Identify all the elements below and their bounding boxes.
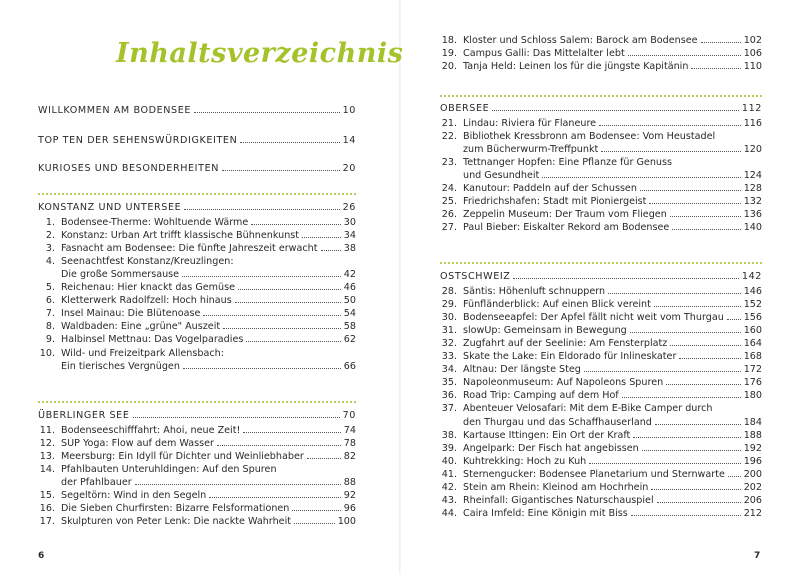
toc-entry: [432, 60, 762, 73]
entry-number: 44.: [441, 507, 457, 519]
entry-number: 22.: [441, 131, 457, 143]
entry-number: 16.: [39, 503, 55, 515]
page-number-left: 6: [38, 551, 45, 561]
entry-page: 140: [743, 222, 762, 234]
entry-title: Die Sieben Churfirsten: Bizarre Felsformationen: [61, 503, 290, 515]
entry-number: 9.: [45, 334, 55, 346]
entry-title: Segeltörn: Wind in den Segeln: [61, 490, 207, 502]
dot-leader: [657, 502, 741, 503]
entry-page: 96: [343, 503, 356, 515]
dot-leader: [307, 458, 341, 459]
entry-page: 120: [743, 144, 762, 156]
entry-page: 202: [743, 481, 762, 493]
page-title: Inhaltsverzeichnis: [116, 38, 404, 69]
entry-title-continued: und Gesundheit: [463, 170, 540, 182]
toc-entry: [432, 195, 762, 208]
dot-leader: [246, 341, 340, 342]
entry-title: Seenachtfest Konstanz/Kreuzlingen:: [61, 256, 234, 268]
toc-entry: [30, 294, 356, 307]
entry-page: 38: [343, 243, 356, 255]
dot-leader: [223, 328, 341, 329]
entry-page: 62: [343, 334, 356, 346]
toc-entry: [30, 255, 356, 268]
entry-page: 188: [743, 429, 762, 441]
toc-entry: [432, 324, 762, 337]
toc-entry: [432, 429, 762, 442]
entry-page: 46: [343, 282, 356, 294]
dot-leader: [622, 397, 741, 398]
entry-title-continued: Ein tierisches Vergnügen: [61, 360, 180, 372]
section-page: 26: [342, 202, 356, 213]
section-divider: [440, 95, 762, 97]
entry-title: Kletterwerk Radolfzell: Hoch hinaus: [61, 295, 232, 307]
dot-leader: [670, 216, 741, 217]
entry-title-continued: der Pfahlbauer: [61, 477, 132, 489]
entry-number: 42.: [441, 481, 457, 493]
dot-leader: [670, 345, 740, 346]
entry-title: Kloster und Schloss Salem: Barock am Bodensee: [463, 35, 698, 46]
entry-page: 192: [743, 442, 762, 454]
toc-entry: [30, 229, 356, 242]
entry-page: 30: [343, 217, 356, 228]
entry-title: Napoleonmuseum: Auf Napoleons Spuren: [463, 377, 664, 389]
entry-number: 13.: [39, 451, 55, 463]
entry-page: 88: [343, 477, 356, 489]
entry-title: Insel Mainau: Die Blütenoase: [61, 308, 201, 320]
entry-title-continued: den Thurgau und das Schaffhauserland: [463, 416, 652, 428]
section-divider: [38, 401, 356, 403]
entry-number: 15.: [39, 490, 55, 502]
entry-title: Stein am Rhein: Kleinod am Hochrhein: [463, 481, 649, 493]
toc-entry: [30, 333, 356, 346]
entry-number: 21.: [441, 118, 457, 129]
entry-title: Säntis: Höhenluft schnuppern: [463, 286, 606, 297]
dot-leader: [209, 497, 341, 498]
dot-leader: [492, 110, 739, 111]
toc-entry: [432, 47, 762, 60]
entry-page: 78: [343, 438, 356, 450]
entry-number: 12.: [39, 438, 55, 450]
intro-title: TOP TEN DER SEHENSWÜRDIGKEITEN: [38, 135, 238, 146]
entry-page: 152: [743, 299, 762, 311]
entry-title: Bodenseeschifffahrt: Ahoi, neue Zeit!: [61, 425, 241, 436]
toc-entry: [432, 350, 762, 363]
toc-entry: [432, 468, 762, 481]
dot-leader: [651, 489, 740, 490]
toc-entry: [30, 437, 356, 450]
entry-page: 146: [743, 286, 762, 297]
page-number-right: 7: [754, 551, 761, 561]
toc-entry: [30, 489, 356, 502]
intro-page: 20: [342, 163, 356, 174]
dot-leader: [182, 276, 341, 277]
entry-page: 196: [743, 455, 762, 467]
entry-title: SUP Yoga: Flow auf dem Wasser: [61, 438, 214, 450]
dot-leader: [194, 112, 340, 113]
entry-page: 180: [743, 390, 762, 402]
dot-leader: [642, 450, 741, 451]
entry-number: 8.: [45, 321, 55, 333]
toc-entry: [432, 208, 762, 221]
intro-page: 14: [342, 135, 356, 146]
entry-number: 31.: [441, 325, 457, 337]
entry-number: 38.: [441, 429, 457, 441]
entry-page: 50: [343, 295, 356, 307]
toc-entry: [432, 221, 762, 234]
entry-page: 206: [743, 494, 762, 506]
entry-page: 110: [743, 61, 762, 73]
entry-number: 41.: [441, 468, 457, 480]
entry-page: 156: [743, 312, 762, 324]
toc-entry: [30, 463, 356, 476]
dot-leader: [728, 476, 741, 477]
dot-leader: [542, 177, 740, 178]
entry-page: 106: [743, 48, 762, 60]
dot-leader: [240, 142, 339, 143]
section-page: 142: [741, 271, 762, 282]
dot-leader: [679, 358, 740, 359]
toc-entry: [30, 242, 356, 255]
entry-title: Lindau: Riviera für Flaneure: [463, 118, 597, 129]
dot-leader: [727, 319, 741, 320]
section-heading: [38, 201, 356, 214]
toc-entry-continued: [463, 169, 762, 182]
dot-leader: [235, 302, 341, 303]
entry-title: Skate the Lake: Ein Eldorado für Inlineskater: [463, 351, 677, 363]
entry-page: 58: [343, 321, 356, 333]
dot-leader: [243, 432, 340, 433]
entry-number: 11.: [39, 425, 55, 436]
entry-page: 82: [343, 451, 356, 463]
entry-number: 3.: [45, 243, 55, 255]
entry-page: 136: [743, 209, 762, 221]
entry-page: 92: [343, 490, 356, 502]
toc-entry: [432, 34, 762, 47]
section-title: OSTSCHWEIZ: [440, 271, 511, 282]
entry-page: 124: [743, 170, 762, 182]
entry-title: Angelpark: Der Fisch hat angebissen: [463, 442, 639, 454]
dot-leader: [666, 384, 740, 385]
entry-number: 19.: [441, 48, 457, 60]
toc-entry: [432, 182, 762, 195]
toc-entry: [30, 347, 356, 360]
entry-page: 132: [743, 196, 762, 208]
dot-leader: [655, 424, 741, 425]
section-title: KONSTANZ UND UNTERSEE: [38, 202, 182, 213]
toc-entry: [432, 402, 762, 415]
entry-number: 17.: [39, 516, 55, 528]
toc-entry: [30, 502, 356, 515]
entry-number: 35.: [441, 377, 457, 389]
dot-leader: [238, 289, 341, 290]
intro-title: WILLKOMMEN AM BODENSEE: [38, 105, 192, 116]
dot-leader: [184, 209, 339, 210]
toc-entry-continued: [61, 360, 356, 373]
toc-entry: [30, 307, 356, 320]
entry-title: Friedrichshafen: Stadt mit Pioniergeist: [463, 196, 647, 208]
entry-title: Paul Bieber: Eiskalter Rekord am Bodensee: [463, 222, 670, 234]
dot-leader: [640, 190, 741, 191]
entry-number: 32.: [441, 338, 457, 350]
toc-entry-continued: [61, 268, 356, 281]
toc-entry: [432, 117, 762, 130]
toc-entry-continued: [463, 416, 762, 429]
entry-number: 30.: [441, 312, 457, 324]
entry-title: Kuhtrekking: Hoch zu Kuh: [463, 455, 587, 467]
dot-leader: [183, 368, 341, 369]
toc-entry: [432, 285, 762, 298]
section-heading: [440, 102, 762, 115]
section-page: 112: [741, 103, 762, 114]
entry-number: 20.: [441, 61, 457, 73]
dot-leader: [630, 332, 741, 333]
dot-leader: [292, 510, 340, 511]
entry-title-continued: Die große Sommersause: [61, 269, 180, 281]
entry-title: Skulpturen von Peter Lenk: Die nackte Wahrheit: [61, 516, 291, 528]
entry-title: Reichenau: Hier knackt das Gemüse: [61, 282, 235, 294]
toc-entry: [30, 515, 356, 528]
entry-number: 1.: [45, 217, 55, 228]
toc-entry: [30, 424, 356, 437]
entry-number: 23.: [441, 157, 457, 169]
entry-title: Sternengucker: Bodensee Planetarium und Sternwarte: [463, 468, 725, 480]
toc-entry-continued: [61, 476, 356, 489]
entry-page: 66: [343, 360, 356, 372]
dot-leader: [633, 437, 740, 438]
toc-entry: [432, 481, 762, 494]
entry-page: 164: [743, 338, 762, 350]
entry-page: 34: [343, 230, 356, 242]
dot-leader: [294, 523, 335, 524]
entry-number: 24.: [441, 183, 457, 195]
toc-entry: [432, 156, 762, 169]
intro-entry: [38, 104, 356, 117]
entry-title: Kartause Ittingen: Ein Ort der Kraft: [463, 429, 631, 441]
intro-entry: [38, 134, 356, 147]
entry-number: 34.: [441, 364, 457, 376]
entry-title: Bodensee-Therme: Wohltuende Wärme: [61, 217, 249, 228]
entry-number: 29.: [441, 299, 457, 311]
dot-leader: [302, 237, 341, 238]
toc-entry: [432, 442, 762, 455]
dot-leader: [649, 203, 740, 204]
right-page: [400, 0, 800, 574]
section-title: ÜBERLINGER SEE: [38, 410, 130, 421]
toc-entry: [432, 494, 762, 507]
entry-title: slowUp: Gemeinsam in Bewegung: [463, 325, 627, 337]
entry-page: 172: [743, 364, 762, 376]
toc-entry-continued: [463, 143, 762, 156]
entry-page: 212: [743, 507, 762, 519]
toc-entry: [432, 455, 762, 468]
entry-number: 43.: [441, 494, 457, 506]
entry-title: Altnau: Der längste Steg: [463, 364, 581, 376]
intro-title: KURIOSES UND BESONDERHEITEN: [38, 163, 220, 174]
dot-leader: [691, 68, 740, 69]
entry-number: 36.: [441, 390, 457, 402]
dot-leader: [608, 293, 741, 294]
section-heading: [38, 409, 356, 422]
entry-title: Waldbaden: Eine „grüne" Auszeit: [61, 321, 221, 333]
entry-number: 6.: [45, 295, 55, 307]
dot-leader: [701, 42, 741, 43]
entry-number: 27.: [441, 222, 457, 234]
entry-number: 5.: [45, 282, 55, 294]
entry-page: 128: [743, 183, 762, 195]
entry-number: 2.: [45, 230, 55, 242]
entry-title: Zugfahrt auf der Seelinie: Am Fensterplatz: [463, 338, 668, 350]
toc-entry: [432, 507, 762, 520]
entry-title: Caira Imfeld: Eine Königin mit Biss: [463, 507, 628, 519]
entry-title: Konstanz: Urban Art trifft klassische Bühnenkunst: [61, 230, 300, 242]
dot-leader: [321, 250, 341, 251]
entry-title: Tanja Held: Leinen los für die jüngste Kapitänin: [463, 61, 689, 73]
dot-leader: [513, 278, 738, 279]
entry-number: 7.: [45, 308, 55, 320]
section-title: OBERSEE: [440, 103, 490, 114]
section-divider: [440, 262, 762, 264]
entry-title-continued: zum Bücherwurm-Treffpunkt: [463, 144, 599, 156]
entry-title: Zeppelin Museum: Der Traum vom Fliegen: [463, 209, 667, 221]
entry-title: Abenteuer Velosafari: Mit dem E-Bike Camper durch: [463, 403, 713, 415]
toc-entry: [30, 450, 356, 463]
entry-number: 28.: [441, 286, 457, 297]
entry-title: Halbinsel Mettnau: Das Vogelparadies: [61, 334, 244, 346]
entry-number: 26.: [441, 209, 457, 221]
toc-entry: [30, 216, 356, 229]
entry-page: 200: [743, 468, 762, 480]
dot-leader: [222, 170, 340, 171]
toc-entry: [432, 311, 762, 324]
dot-leader: [599, 125, 741, 126]
section-page: 70: [342, 410, 356, 421]
entry-title: Bibliothek Kressbronn am Bodensee: Vom Heustadel: [463, 131, 716, 143]
entry-number: 4.: [45, 256, 55, 268]
section-heading: [440, 270, 762, 283]
entry-number: 18.: [441, 35, 457, 46]
entry-title: Campus Galli: Das Mittelalter lebt: [463, 48, 625, 60]
entry-title: Bodenseeapfel: Der Apfel fällt nicht weit vom Thurgau: [463, 312, 724, 324]
entry-page: 54: [343, 308, 356, 320]
entry-page: 42: [343, 269, 356, 281]
dot-leader: [672, 229, 740, 230]
entry-number: 39.: [441, 442, 457, 454]
entry-number: 37.: [441, 403, 457, 415]
entry-page: 74: [343, 425, 356, 436]
toc-entry: [432, 298, 762, 311]
entry-number: 10.: [39, 347, 55, 359]
dot-leader: [601, 151, 740, 152]
dot-leader: [251, 224, 341, 225]
dot-leader: [135, 484, 341, 485]
toc-entry: [432, 337, 762, 350]
intro-page: 10: [342, 105, 356, 116]
dot-leader: [133, 417, 340, 418]
entry-page: 116: [743, 118, 762, 129]
toc-entry: [432, 376, 762, 389]
toc-entry: [432, 389, 762, 402]
entry-title: Road Trip: Camping auf dem Hof: [463, 390, 619, 402]
entry-page: 100: [337, 516, 356, 528]
entry-page: 176: [743, 377, 762, 389]
dot-leader: [628, 55, 741, 56]
section-divider: [38, 193, 356, 195]
dot-leader: [217, 445, 341, 446]
entry-number: 40.: [441, 455, 457, 467]
entry-title: Rheinfall: Gigantisches Naturschauspiel: [463, 494, 654, 506]
entry-number: 33.: [441, 351, 457, 363]
dot-leader: [654, 306, 741, 307]
dot-leader: [203, 315, 340, 316]
intro-entry: [38, 162, 356, 175]
entry-title: Tettnanger Hopfen: Eine Pflanze für Genuss: [463, 157, 672, 169]
dot-leader: [631, 515, 741, 516]
entry-page: 160: [743, 325, 762, 337]
entry-page: 102: [743, 35, 762, 46]
entry-number: 14.: [39, 464, 55, 476]
dot-leader: [589, 463, 740, 464]
toc-entry: [30, 320, 356, 333]
toc-entry: [30, 281, 356, 294]
entry-title: Fasnacht am Bodensee: Die fünfte Jahreszeit erwacht: [61, 243, 318, 255]
entry-page: 184: [743, 416, 762, 428]
entry-number: 25.: [441, 196, 457, 208]
entry-title: Wild- und Freizeitpark Allensbach:: [61, 347, 224, 359]
entry-page: 168: [743, 351, 762, 363]
toc-entry: [432, 363, 762, 376]
entry-title: Fünfländerblick: Auf einen Blick vereint: [463, 299, 651, 311]
dot-leader: [584, 371, 741, 372]
toc-entry: [432, 130, 762, 143]
entry-title: Meersburg: Ein Idyll für Dichter und Weinliebhaber: [61, 451, 304, 463]
entry-title: Kanutour: Paddeln auf der Schussen: [463, 183, 637, 195]
entry-title: Pfahlbauten Unteruhldingen: Auf den Spuren: [61, 464, 277, 476]
